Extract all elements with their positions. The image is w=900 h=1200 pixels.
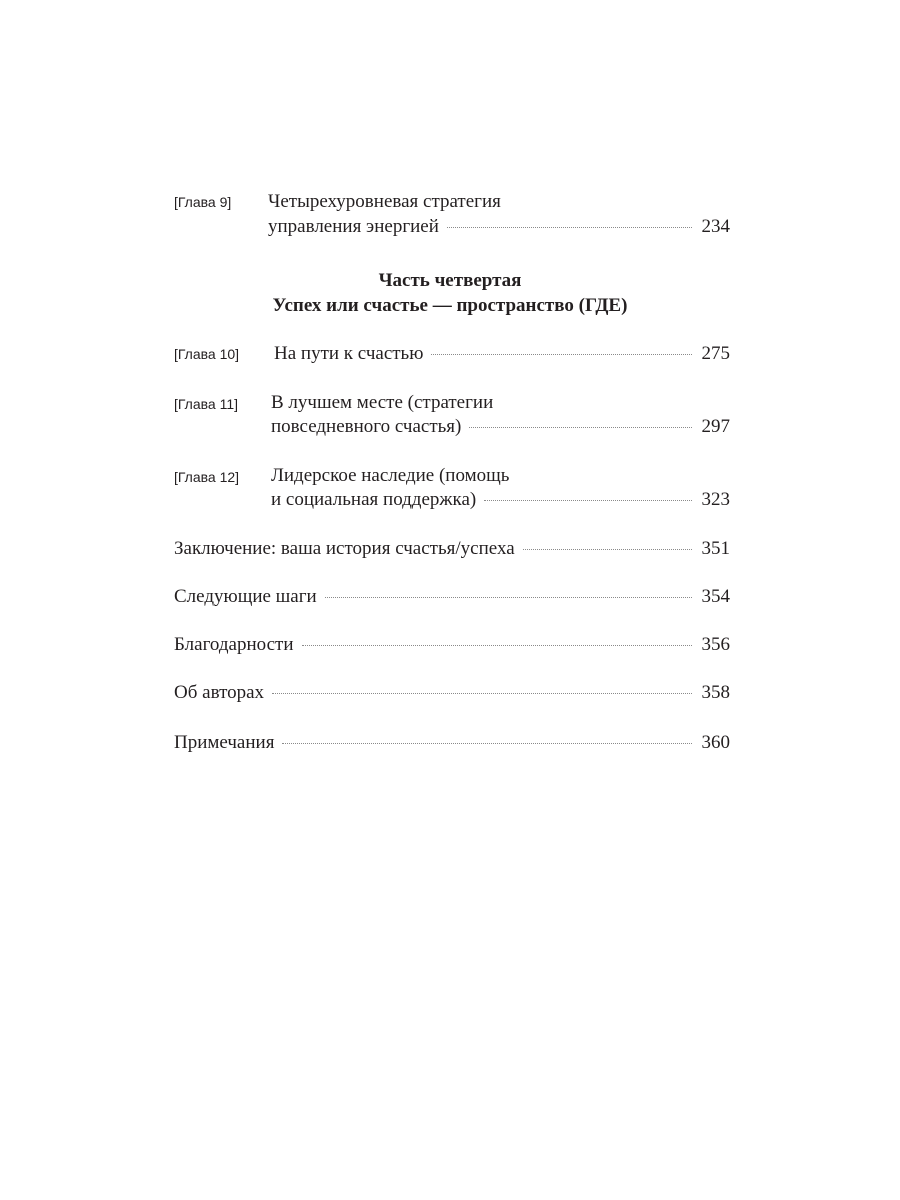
dot-leader [447,226,692,228]
next-steps-page: 354 [701,586,730,607]
chapter-10-title: На пути к счастью [274,343,424,364]
conclusion-page: 351 [701,538,730,559]
dot-leader [325,596,692,598]
next-steps-entry[interactable] [174,586,730,608]
chapter-12-page: 323 [701,489,730,510]
chapter-9-label: [Глава 9] [174,194,232,210]
chapter-11-title-line1: В лучшем месте (стратегии [271,392,494,413]
chapter-11-title-line2: повседневного счастья) [271,416,462,437]
conclusion-entry[interactable] [174,538,730,560]
notes-entry[interactable] [174,732,730,754]
about-authors-title: Об авторах [174,682,265,703]
dot-leader [431,353,692,355]
dot-leader [469,426,692,428]
next-steps-title: Следующие шаги [174,586,317,607]
chapter-11-label: [Глава 11] [174,396,239,412]
dot-leader [272,692,692,694]
chapter-11-page: 297 [701,416,730,437]
about-authors-entry[interactable] [174,682,730,704]
chapter-10-entry[interactable] [274,343,730,365]
part-4-title: Часть четвертая [378,270,522,291]
chapter-12-title-line2: и социальная поддержка) [271,489,477,510]
chapter-11-entry[interactable] [271,416,730,438]
dot-leader [523,548,692,550]
chapter-9-title-line1: Четырехуровневая стратегия [268,191,501,212]
conclusion-title: Заключение: ваша история счастья/успеха [174,538,515,559]
chapter-10-label: [Глава 10] [174,346,240,362]
chapter-12-title-line1: Лидерское наследие (помощь [271,465,510,486]
acknowledgments-page: 356 [701,634,730,655]
dot-leader [484,499,692,501]
notes-title: Примечания [174,732,275,753]
chapter-12-entry[interactable] [271,489,730,511]
about-authors-page: 358 [701,682,730,703]
chapter-9-title-line2: управления энергией [268,216,439,237]
chapter-9-page: 234 [701,216,730,237]
part-4-subtitle: Успех или счастье — пространство (ГДЕ) [272,295,628,316]
acknowledgments-title: Благодарности [174,634,294,655]
dot-leader [282,742,692,744]
dot-leader [302,644,693,646]
chapter-10-page: 275 [701,343,730,364]
acknowledgments-entry[interactable] [174,634,730,656]
chapter-9-entry[interactable] [268,216,730,238]
chapter-12-label: [Глава 12] [174,469,240,485]
notes-page: 360 [701,732,730,753]
